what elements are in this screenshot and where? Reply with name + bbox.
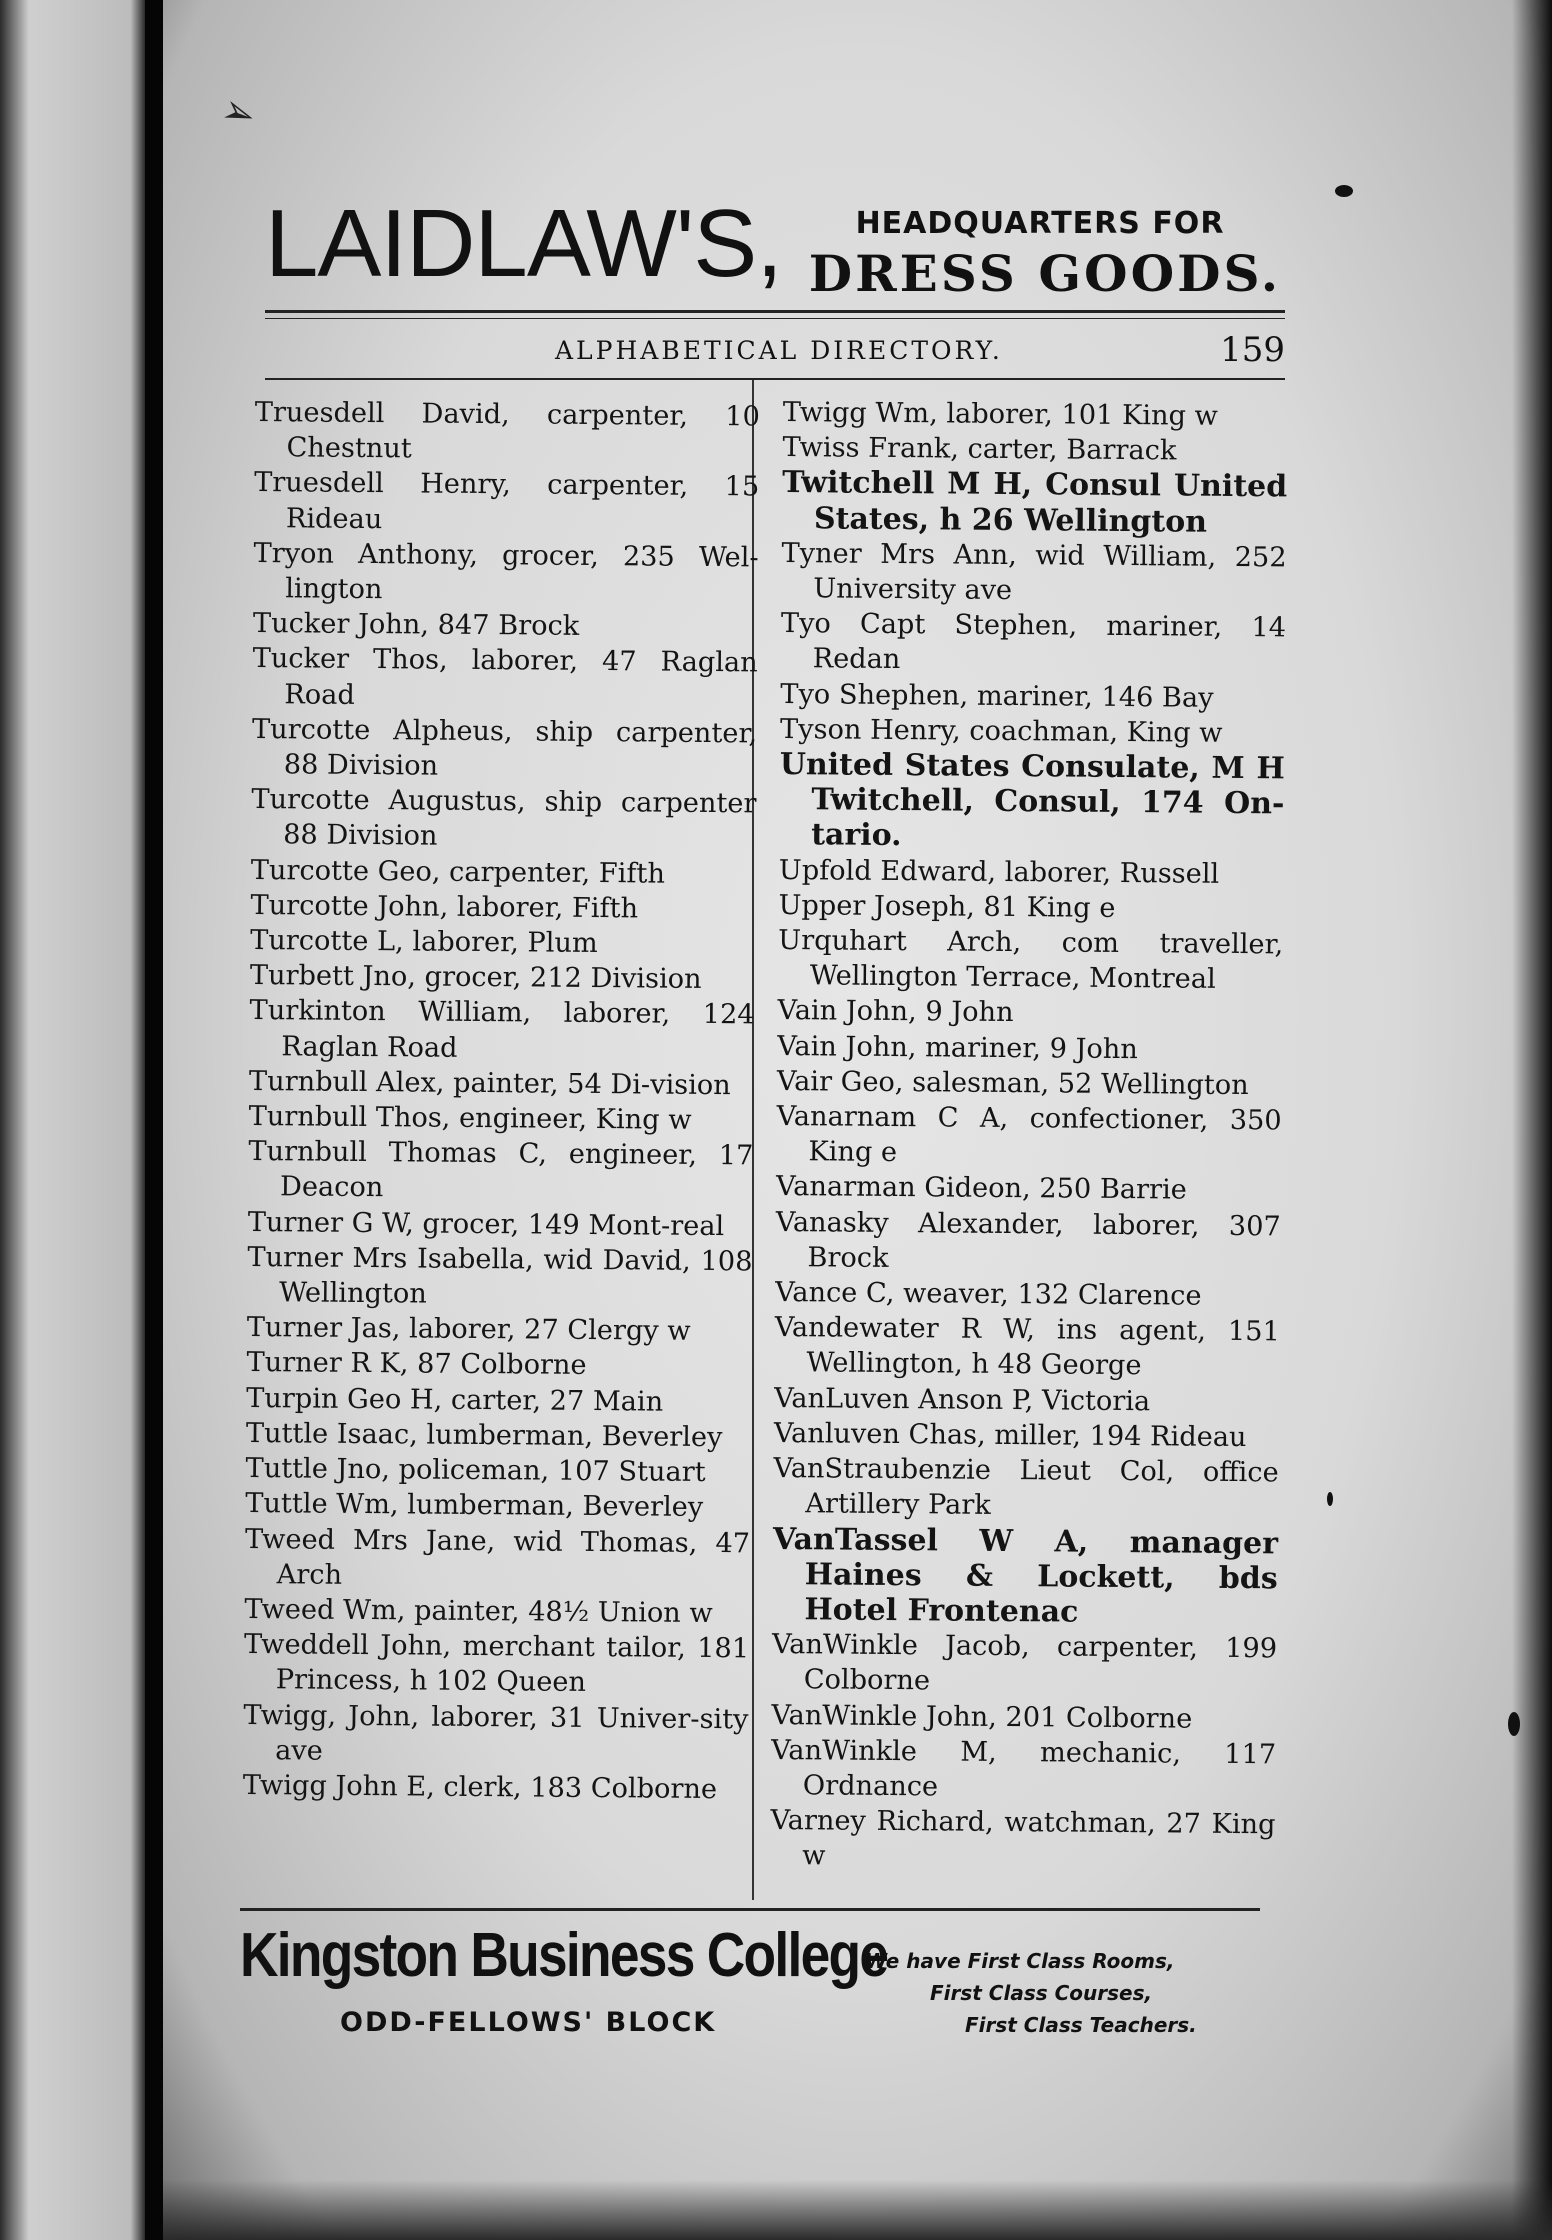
list-item: Tucker John, 847 Brock — [252, 608, 580, 643]
list-item: Tweddell John, merchant tailor, 181 Princess, h 102 Queen — [243, 1629, 750, 1699]
book-spine-shadow — [145, 0, 163, 2240]
list-item: United States Consulate, M H Twitchell, Consul, 174 On-tario. — [779, 747, 1285, 854]
list-item: Tyner Mrs Ann, wid William, 252 University ave — [781, 537, 1287, 607]
list-item: VanLuven Anson P, Victoria — [774, 1382, 1151, 1417]
list-item: Turcotte L, laborer, Plum — [250, 925, 598, 960]
right-column — [770, 395, 1288, 1878]
list-item: Turpin Geo H, carter, 27 Main — [246, 1382, 664, 1418]
college-building: ODD-FELLOWS' BLOCK — [340, 2007, 717, 2038]
list-item: Turnbull Alex, painter, 54 Di-vision — [248, 1065, 731, 1102]
ink-speck — [1327, 1492, 1333, 1506]
list-item: Tweed Mrs Jane, wid Thomas, 47 Arch — [244, 1523, 751, 1591]
list-item: Twitchell M H, Consul United States, h 26 Wellington — [782, 465, 1288, 540]
list-item: Turcotte Geo, carpenter, Fifth — [250, 854, 666, 890]
list-item: Vandewater R W, ins agent, 151 Wellington, h 48 George — [774, 1312, 1280, 1382]
header-rule-top — [265, 310, 1285, 313]
list-item: Upfold Edward, laborer, Russell — [778, 854, 1220, 890]
list-item: VanStraubenzie Lieut Col, office Artillery Park — [773, 1453, 1279, 1522]
page-edge-shadow — [1512, 0, 1552, 2240]
ink-speck — [1508, 1712, 1520, 1736]
list-item: Vanluven Chas, miller, 194 Rideau — [773, 1417, 1247, 1453]
list-item: Vanasky Alexander, laborer, 307 Brock — [775, 1206, 1281, 1274]
list-item: Twigg Wm, laborer, 101 King w — [782, 396, 1218, 432]
list-item: Tyo Shephen, mariner, 146 Bay — [780, 678, 1214, 714]
list-item: VanWinkle M, mechanic, 117 Ordnance — [771, 1734, 1277, 1803]
list-item: Urquhart Arch, com traveller, Wellington Terrace, Montreal — [778, 925, 1284, 996]
list-item: Tuttle Jno, policeman, 107 Stuart — [245, 1453, 706, 1489]
list-item: Turner G W, grocer, 149 Mont-real — [247, 1206, 725, 1242]
list-item: Turnbull Thos, engineer, King w — [248, 1101, 692, 1136]
ad-line-courses: First Class Courses, — [930, 1981, 1153, 2005]
list-item: Tuttle Isaac, lumberman, Beverley — [245, 1417, 723, 1454]
list-item: Turner Jas, laborer, 27 Clergy w — [246, 1312, 691, 1348]
list-item: Tuttle Wm, lumberman, Beverley — [245, 1488, 704, 1524]
advert-footer — [240, 1921, 1270, 2055]
scan-mark: ➢ — [215, 85, 263, 141]
list-item: Tyo Capt Stephen, mariner, 14 Redan — [780, 608, 1287, 676]
left-column — [243, 395, 760, 1807]
footer-rule — [240, 1908, 1260, 1911]
list-item: Tryon Anthony, grocer, 235 Wel-lington — [253, 537, 759, 606]
ad-line-rooms: We have First Class Rooms, — [865, 1949, 1175, 1973]
list-item: Vair Geo, salesman, 52 Wellington — [776, 1065, 1249, 1101]
running-head-title: ALPHABETICAL DIRECTORY. — [555, 336, 1003, 365]
ad-line-teachers: First Class Teachers. — [965, 2013, 1197, 2037]
list-item: Tyson Henry, coachman, King w — [779, 713, 1223, 749]
list-item: Vain John, mariner, 9 John — [777, 1030, 1139, 1065]
list-item: Upper Joseph, 81 King e — [778, 889, 1116, 924]
tagline-bottom: DRESS GOODS. — [808, 244, 1282, 303]
list-item: VanWinkle Jacob, carpenter, 199 Colborne — [771, 1629, 1278, 1697]
list-item: Tweed Wm, painter, 48½ Union w — [244, 1593, 713, 1629]
list-item: Turkinton William, laborer, 124 Raglan Road — [249, 995, 755, 1064]
list-item: Turcotte John, laborer, Fifth — [250, 889, 639, 925]
college-name: Kingston Business College — [240, 1921, 888, 1990]
page-bottom-shadow — [163, 2180, 1552, 2240]
brand-name: LAIDLAW'S, — [265, 190, 782, 297]
list-item: Turnbull Thomas C, engineer, 17 Deacon — [248, 1136, 754, 1204]
list-item: Turcotte Augustus, ship carpenter 88 Division — [251, 784, 757, 853]
list-item: VanWinkle John, 201 Colborne — [771, 1699, 1193, 1735]
list-item: VanTassel W A, manager Haines & Lockett, bds Hotel Frontenac — [772, 1521, 1279, 1630]
list-item: Vain John, 9 John — [777, 995, 1014, 1029]
list-item: Turbett Jno, grocer, 212 Division — [249, 960, 702, 996]
list-item: Twigg, John, laborer, 31 Univer-sity ave — [243, 1699, 749, 1767]
list-item: Varney Richard, watchman, 27 King w — [770, 1805, 1276, 1872]
running-head — [265, 330, 1285, 380]
header-rule-bottom — [265, 318, 1285, 319]
list-item: Truesdell David, carpenter, 10 Chestnut — [254, 396, 760, 465]
list-item: Turcotte Alpheus, ship carpenter, 88 Division — [251, 713, 758, 782]
page-number: 159 — [1220, 330, 1285, 370]
list-item: Turner Mrs Isabella, wid David, 108 Wellington — [247, 1241, 753, 1310]
tagline-top: HEADQUARTERS FOR — [855, 206, 1225, 241]
list-item: Turner R K, 87 Colborne — [246, 1347, 587, 1382]
advert-header — [265, 190, 1285, 306]
list-item: Truesdell Henry, carpenter, 15 Rideau — [254, 467, 760, 535]
list-item: Vanarman Gideon, 250 Barrie — [775, 1171, 1187, 1207]
list-item: Twiss Frank, carter, Barrack — [782, 432, 1177, 467]
list-item: Vanarnam C A, confectioner, 350 King e — [776, 1101, 1282, 1169]
list-item: Twigg John E, clerk, 183 Colborne — [242, 1769, 718, 1806]
running-head-rule — [265, 378, 1285, 380]
list-item: Vance C, weaver, 132 Clarence — [775, 1277, 1202, 1312]
ink-speck — [1335, 185, 1353, 197]
adjacent-page-strip — [0, 0, 145, 2240]
list-item: Tucker Thos, laborer, 47 Raglan Road — [252, 643, 758, 711]
